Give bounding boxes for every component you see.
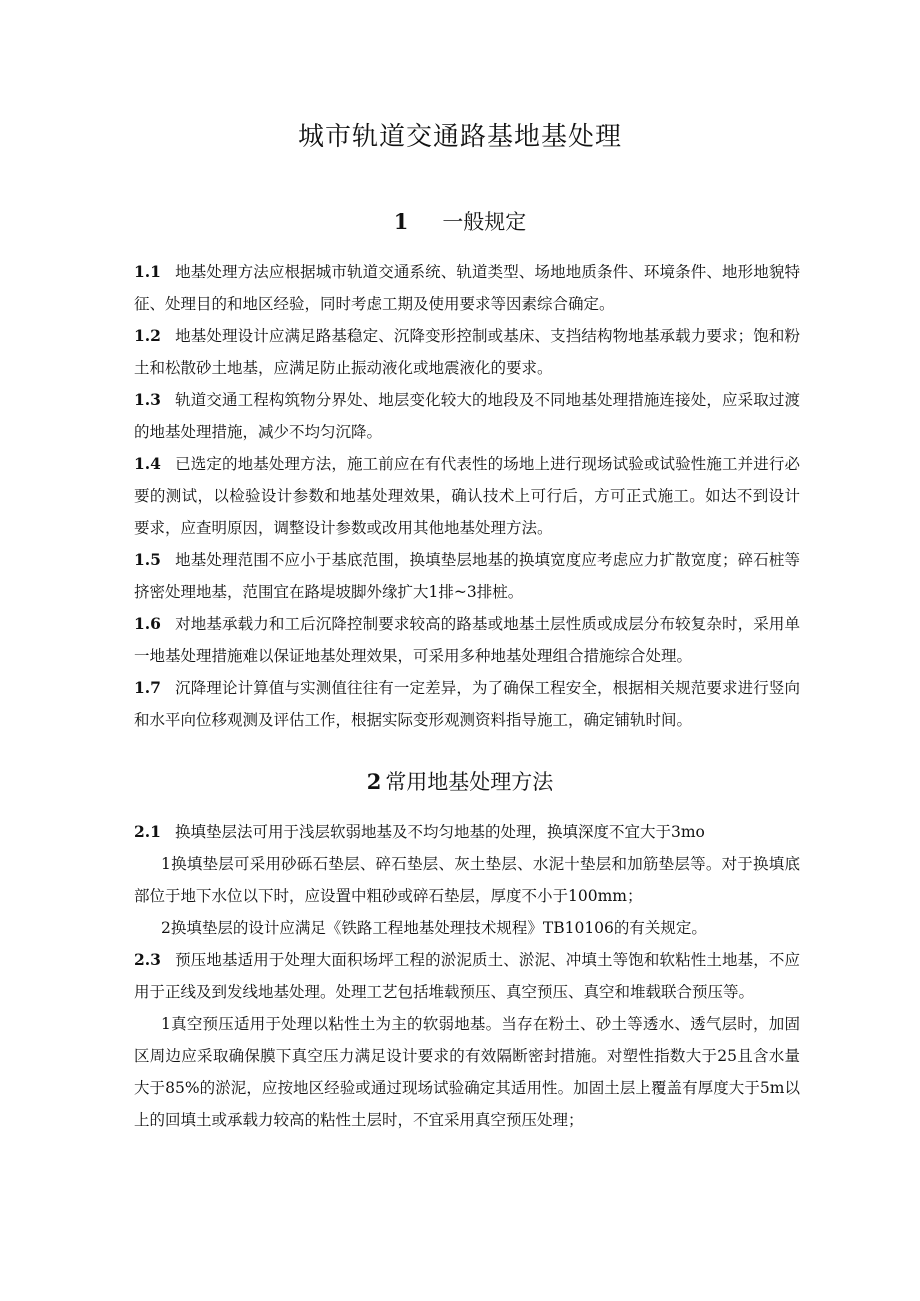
section-1-number: 1 <box>393 209 409 234</box>
clause-text: 地基处理设计应满足路基稳定、沉降变形控制或基床、支挡结构物地基承载力要求；饱和粉土和松散砂土地基，应满足防止振动液化或地震液化的要求。 <box>134 327 800 377</box>
clause-number: 1.2 <box>134 326 161 345</box>
clause-number: 1.4 <box>134 454 161 473</box>
clause-2-3 <box>134 944 800 1008</box>
clause-1-3 <box>134 384 800 448</box>
clause-number: 1.7 <box>134 678 161 697</box>
document-title: 城市轨道交通路基地基处理 <box>297 122 622 152</box>
section-1-body <box>134 256 800 736</box>
clause-text: 地基处理方法应根据城市轨道交通系统、轨道类型、场地地质条件、环境条件、地形地貌特征、处理目的和地区经验，同时考虑工期及使用要求等因素综合确定。 <box>134 263 800 313</box>
clause-2-1-item-1: 1换填垫层可采用砂砾石垫层、碎石垫层、灰土垫层、水泥十垫层和加筋垫层等。对于换填底部位于地下水位以下时，应设置中粗砂或碎石垫层，厚度不小于100mm； <box>134 855 800 905</box>
clause-text: 地基处理范围不应小于基底范围，换填垫层地基的换填宽度应考虑应力扩散宽度；碎石桩等挤密处理地基，范围宜在路堤坡脚外缘扩大1排~3排桩。 <box>134 551 800 601</box>
clause-1-2 <box>134 320 800 384</box>
clause-text: 已选定的地基处理方法，施工前应在有代表性的场地上进行现场试验或试验性施工并进行必要的测试，以检验设计参数和地基处理效果，确认技术上可行后，方可正式施工。如达不到设计要求，应查明原因，调整设计参数或改用其他地基处理方法。 <box>134 455 800 537</box>
section-2-heading <box>0 766 920 796</box>
clause-1-7 <box>134 672 800 736</box>
clause-number: 2.1 <box>134 822 161 841</box>
clause-text: 对地基承载力和工后沉降控制要求较高的路基或地基土层性质或成层分布较复杂时，采用单一地基处理措施难以保证地基处理效果，可采用多种地基处理组合措施综合处理。 <box>134 615 800 665</box>
clause-number: 1.3 <box>134 390 161 409</box>
clause-text: 预压地基适用于处理大面积场坪工程的淤泥质土、淤泥、冲填土等饱和软粘性土地基，不应用于正线及到发线地基处理。处理工艺包括堆载预压、真空预压、真空和堆载联合预压等。 <box>134 951 800 1001</box>
section-1-title: 一般规定 <box>442 210 527 234</box>
clause-2-1 <box>134 816 800 848</box>
clause-2-1-item-2: 2换填垫层的设计应满足《铁路工程地基处理技术规程》TB10106的有关规定。 <box>161 919 707 937</box>
clause-text: 轨道交通工程构筑物分界处、地层变化较大的地段及不同地基处理措施连接处，应采取过渡的地基处理措施，减少不均匀沉降。 <box>134 391 800 441</box>
section-2-body <box>134 816 800 1136</box>
section-2-number: 2 <box>366 769 382 794</box>
clause-1-5 <box>134 544 800 608</box>
clause-number: 1.1 <box>134 262 161 281</box>
clause-number: 1.6 <box>134 614 161 633</box>
clause-number: 2.3 <box>134 950 161 969</box>
clause-1-6 <box>134 608 800 672</box>
clause-number: 1.5 <box>134 550 161 569</box>
clause-text: 沉降理论计算值与实测值往往有一定差异，为了确保工程安全，根据相关规范要求进行竖向和水平向位移观测及评估工作，根据实际变形观测资料指导施工，确定铺轨时间。 <box>134 679 800 729</box>
clause-text: 换填垫层法可用于浅层软弱地基及不均匀地基的处理，换填深度不宜大于3mo <box>174 823 705 841</box>
section-1-heading <box>0 206 920 236</box>
clause-1-4 <box>134 448 800 544</box>
clause-1-1 <box>134 256 800 320</box>
section-2-title: 常用地基处理方法 <box>385 770 554 794</box>
clause-2-3-item-1: 1真空预压适用于处理以粘性土为主的软弱地基。当存在粉土、砂土等透水、透气层时，加固区周边应采取确保膜下真空压力满足设计要求的有效隔断密封措施。对塑性指数大于25且含水量大于85%的淤泥，应按地区经验或通过现场试验确定其适用性。加固土层上覆盖有厚度大于5m以上的回填土或承载力较高的粘性土层时，不宜采用真空预压处理； <box>134 1015 800 1129</box>
